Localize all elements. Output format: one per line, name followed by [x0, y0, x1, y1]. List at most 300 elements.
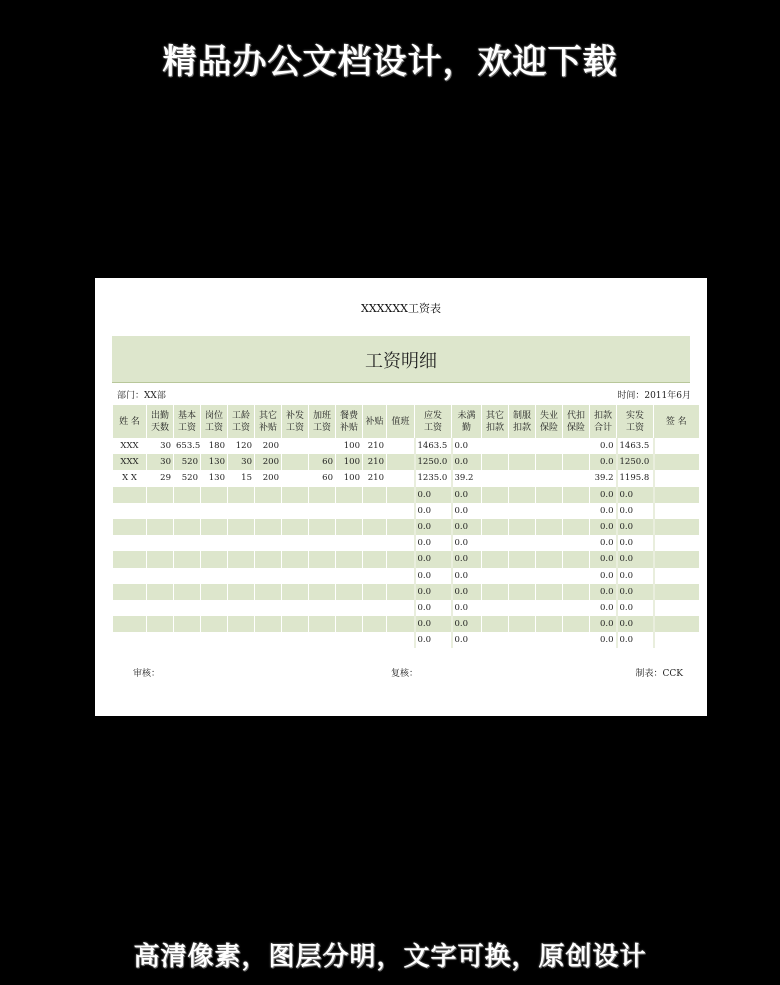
table-cell: 0.0	[590, 568, 617, 584]
table-cell	[174, 487, 201, 503]
table-cell	[255, 535, 282, 551]
table-row	[113, 632, 699, 648]
table-cell	[654, 438, 699, 454]
column-header-line: 应发	[423, 410, 442, 421]
table-cell	[482, 632, 509, 648]
table-cell: 1463.5	[415, 438, 452, 454]
table-row	[113, 470, 699, 486]
column-header-line: 其它	[485, 410, 504, 421]
column-header-line: 签 名	[665, 416, 687, 427]
column-header-line: 工资	[625, 422, 644, 433]
column-header	[147, 405, 174, 438]
table-cell	[228, 568, 255, 584]
table-cell: 0.0	[452, 568, 482, 584]
column-header	[255, 405, 282, 438]
table-cell	[282, 470, 309, 486]
table-cell: 0.0	[617, 487, 654, 503]
table-cell: 0.0	[617, 568, 654, 584]
table-cell	[113, 535, 147, 551]
table-cell	[509, 568, 536, 584]
table-cell: 130	[201, 470, 228, 486]
table-cell	[309, 503, 336, 519]
column-header	[387, 405, 415, 438]
column-header	[113, 405, 147, 438]
table-cell	[336, 600, 363, 616]
table-cell	[228, 503, 255, 519]
column-header	[228, 405, 255, 438]
table-cell: 0.0	[415, 519, 452, 535]
table-cell	[147, 616, 174, 632]
salary-table	[112, 405, 699, 648]
table-cell: 0.0	[590, 487, 617, 503]
table-cell: 210	[363, 454, 387, 470]
table-cell	[363, 503, 387, 519]
table-cell: 210	[363, 438, 387, 454]
table-cell: 0.0	[452, 551, 482, 567]
column-header-line: 失业	[539, 410, 558, 421]
table-cell	[509, 600, 536, 616]
table-cell	[536, 470, 563, 486]
column-header	[415, 405, 452, 438]
table-cell: 0.0	[590, 551, 617, 567]
department-label: 部门：XX部	[117, 391, 166, 401]
table-cell	[563, 503, 590, 519]
table-cell: 0.0	[617, 616, 654, 632]
table-cell	[363, 632, 387, 648]
column-header-line: 保险	[566, 422, 585, 433]
table-cell	[563, 438, 590, 454]
table-cell: 39.2	[452, 470, 482, 486]
table-cell	[482, 487, 509, 503]
table-cell: 30	[228, 454, 255, 470]
column-header-line: 工资	[423, 422, 442, 433]
table-cell: 30	[147, 438, 174, 454]
table-cell	[255, 519, 282, 535]
table-cell: 30	[147, 454, 174, 470]
column-header-line: 补贴	[365, 416, 384, 427]
table-cell	[654, 519, 699, 535]
table-cell: 0.0	[452, 438, 482, 454]
table-cell	[147, 551, 174, 567]
table-cell: 210	[363, 470, 387, 486]
table-cell	[654, 535, 699, 551]
table-cell: 0.0	[590, 632, 617, 648]
table-cell	[654, 503, 699, 519]
table-cell	[174, 551, 201, 567]
table-cell: 653.5	[174, 438, 201, 454]
table-cell	[113, 568, 147, 584]
table-cell	[147, 503, 174, 519]
table-row	[113, 568, 699, 584]
table-cell	[201, 503, 228, 519]
column-header	[482, 405, 509, 438]
table-cell	[509, 551, 536, 567]
column-header	[509, 405, 536, 438]
column-header-line: 合计	[593, 422, 612, 433]
table-cell	[174, 535, 201, 551]
column-header-line: 扣款	[485, 422, 504, 433]
table-cell	[509, 584, 536, 600]
table-cell: 0.0	[415, 503, 452, 519]
table-cell	[228, 616, 255, 632]
table-cell: 60	[309, 454, 336, 470]
table-cell	[174, 600, 201, 616]
column-header-line: 姓 名	[119, 416, 140, 427]
table-cell	[282, 584, 309, 600]
table-cell	[336, 568, 363, 584]
table-cell	[255, 584, 282, 600]
table-cell: 200	[255, 470, 282, 486]
table-cell	[336, 632, 363, 648]
table-cell: 0.0	[415, 600, 452, 616]
table-cell	[201, 616, 228, 632]
table-cell: 0.0	[617, 584, 654, 600]
table-cell	[363, 535, 387, 551]
table-cell	[282, 503, 309, 519]
table-cell: 0.0	[452, 632, 482, 648]
table-row	[113, 438, 699, 454]
table-cell: 0.0	[415, 568, 452, 584]
column-header-line: 值班	[391, 416, 410, 427]
table-cell	[654, 584, 699, 600]
table-cell	[113, 503, 147, 519]
table-cell	[282, 535, 309, 551]
table-cell	[201, 551, 228, 567]
table-cell	[174, 503, 201, 519]
table-cell	[336, 535, 363, 551]
table-cell	[654, 454, 699, 470]
table-cell	[113, 551, 147, 567]
table-cell: 1195.8	[617, 470, 654, 486]
table-cell	[228, 632, 255, 648]
table-cell	[336, 487, 363, 503]
table-cell	[509, 616, 536, 632]
table-cell	[387, 487, 415, 503]
table-cell	[201, 535, 228, 551]
table-cell: 15	[228, 470, 255, 486]
table-cell: 0.0	[415, 616, 452, 632]
table-cell	[228, 519, 255, 535]
table-cell	[563, 487, 590, 503]
table-cell	[563, 551, 590, 567]
audit-label: 审核：	[133, 669, 161, 679]
table-cell	[536, 584, 563, 600]
table-cell: 0.0	[590, 535, 617, 551]
column-header-line: 补贴	[258, 422, 277, 433]
table-cell	[363, 519, 387, 535]
table-cell	[536, 551, 563, 567]
table-cell	[482, 438, 509, 454]
column-header-line: 加班	[312, 410, 331, 421]
table-cell	[387, 551, 415, 567]
table-row	[113, 535, 699, 551]
table-cell	[201, 584, 228, 600]
table-cell	[654, 632, 699, 648]
table-cell	[228, 584, 255, 600]
column-header-line: 扣款	[512, 422, 531, 433]
table-cell	[482, 584, 509, 600]
column-header-line: 工资	[231, 422, 250, 433]
table-cell: 0.0	[590, 519, 617, 535]
column-header-line: 天数	[150, 422, 169, 433]
table-cell: 120	[228, 438, 255, 454]
table-cell	[309, 584, 336, 600]
table-cell: X X	[113, 470, 147, 486]
table-cell: 520	[174, 470, 201, 486]
table-cell: 520	[174, 454, 201, 470]
table-cell	[509, 535, 536, 551]
table-cell: 0.0	[617, 551, 654, 567]
table-row	[113, 584, 699, 600]
column-header-line: 基本	[177, 410, 196, 421]
table-cell	[387, 503, 415, 519]
table-cell	[536, 568, 563, 584]
table-cell	[201, 487, 228, 503]
maker-label: 制表：CCK	[635, 669, 683, 679]
table-cell: 130	[201, 454, 228, 470]
table-cell	[309, 616, 336, 632]
table-cell: 180	[201, 438, 228, 454]
column-header-line: 制服	[512, 410, 531, 421]
section-header-band	[112, 336, 690, 383]
table-cell	[282, 519, 309, 535]
table-cell	[363, 584, 387, 600]
table-cell	[113, 616, 147, 632]
table-cell	[363, 600, 387, 616]
table-row	[113, 616, 699, 632]
table-cell	[482, 503, 509, 519]
table-cell: 0.0	[415, 551, 452, 567]
table-cell	[387, 470, 415, 486]
table-cell	[509, 519, 536, 535]
table-cell	[309, 519, 336, 535]
table-cell: 200	[255, 454, 282, 470]
document-title: XXXXXX工资表	[361, 302, 441, 315]
table-cell	[563, 600, 590, 616]
table-cell: 39.2	[590, 470, 617, 486]
table-cell	[113, 632, 147, 648]
table-cell	[282, 551, 309, 567]
table-cell: 0.0	[452, 535, 482, 551]
table-cell	[228, 535, 255, 551]
table-cell	[255, 487, 282, 503]
table-cell	[336, 503, 363, 519]
table-cell: 0.0	[452, 616, 482, 632]
column-header	[452, 405, 482, 438]
table-cell: 0.0	[452, 519, 482, 535]
table-cell	[228, 600, 255, 616]
table-cell	[201, 519, 228, 535]
table-cell	[201, 632, 228, 648]
column-header-line: 工资	[285, 422, 304, 433]
table-cell	[174, 616, 201, 632]
table-cell	[282, 454, 309, 470]
table-cell: 0.0	[590, 584, 617, 600]
table-cell: 0.0	[590, 600, 617, 616]
column-header-line: 餐费	[339, 410, 358, 421]
table-cell	[654, 568, 699, 584]
table-cell	[482, 568, 509, 584]
table-cell	[255, 600, 282, 616]
table-cell: 0.0	[452, 600, 482, 616]
table-cell	[147, 535, 174, 551]
table-cell	[536, 616, 563, 632]
table-cell	[309, 551, 336, 567]
table-cell: 0.0	[617, 503, 654, 519]
table-cell	[336, 616, 363, 632]
table-cell	[509, 438, 536, 454]
table-cell: 0.0	[590, 438, 617, 454]
table-cell	[509, 632, 536, 648]
table-cell	[282, 487, 309, 503]
table-cell	[387, 616, 415, 632]
column-header	[563, 405, 590, 438]
table-cell	[482, 470, 509, 486]
column-header-line: 工龄	[231, 410, 250, 421]
table-cell: 0.0	[617, 519, 654, 535]
table-cell	[563, 568, 590, 584]
column-header-line: 工资	[312, 422, 331, 433]
table-cell	[509, 487, 536, 503]
table-cell: 100	[336, 438, 363, 454]
table-cell	[147, 519, 174, 535]
column-header-line: 岗位	[204, 410, 223, 421]
table-row	[113, 600, 699, 616]
table-cell	[282, 600, 309, 616]
column-header	[201, 405, 228, 438]
table-cell	[147, 632, 174, 648]
table-cell	[563, 470, 590, 486]
column-header-line: 工资	[204, 422, 223, 433]
table-cell	[309, 487, 336, 503]
column-header	[309, 405, 336, 438]
table-cell	[536, 438, 563, 454]
table-cell	[255, 632, 282, 648]
table-cell	[363, 551, 387, 567]
table-cell	[536, 503, 563, 519]
banner-top: 精品办公文档设计，欢迎下载	[162, 42, 618, 82]
table-row	[113, 551, 699, 567]
table-header-row	[113, 405, 699, 438]
table-cell	[255, 568, 282, 584]
table-cell	[282, 632, 309, 648]
table-cell	[482, 616, 509, 632]
column-header-line: 补贴	[339, 422, 358, 433]
column-header	[336, 405, 363, 438]
table-cell: 1235.0	[415, 470, 452, 486]
table-cell	[174, 519, 201, 535]
table-cell	[654, 487, 699, 503]
table-cell	[482, 535, 509, 551]
table-row	[113, 454, 699, 470]
table-row	[113, 519, 699, 535]
table-cell	[536, 535, 563, 551]
table-cell: 0.0	[617, 535, 654, 551]
table-cell	[147, 584, 174, 600]
table-cell: 0.0	[617, 632, 654, 648]
table-cell	[113, 487, 147, 503]
table-cell: 1250.0	[617, 454, 654, 470]
table-cell	[174, 632, 201, 648]
table-cell	[309, 438, 336, 454]
table-cell: XXX	[113, 438, 147, 454]
table-cell	[654, 470, 699, 486]
table-cell	[387, 519, 415, 535]
table-cell: 100	[336, 454, 363, 470]
table-cell: 0.0	[415, 632, 452, 648]
table-cell	[563, 454, 590, 470]
table-cell	[654, 616, 699, 632]
table-cell: 1250.0	[415, 454, 452, 470]
table-cell	[387, 600, 415, 616]
table-cell	[482, 551, 509, 567]
table-cell	[147, 600, 174, 616]
table-cell	[336, 584, 363, 600]
table-cell	[282, 616, 309, 632]
table-cell: 0.0	[452, 584, 482, 600]
salary-sheet	[95, 278, 707, 716]
column-header-line: 未满	[457, 410, 476, 421]
table-cell	[201, 568, 228, 584]
table-cell	[113, 584, 147, 600]
table-cell	[282, 568, 309, 584]
table-cell	[509, 454, 536, 470]
table-cell: 0.0	[452, 454, 482, 470]
table-cell: XXX	[113, 454, 147, 470]
table-cell: 0.0	[617, 600, 654, 616]
table-cell: 0.0	[415, 535, 452, 551]
table-cell: 29	[147, 470, 174, 486]
review-label: 复核：	[391, 669, 419, 679]
table-cell	[654, 600, 699, 616]
table-cell	[147, 487, 174, 503]
table-cell: 60	[309, 470, 336, 486]
table-cell	[654, 551, 699, 567]
table-cell	[147, 568, 174, 584]
table-cell	[201, 600, 228, 616]
column-header-line: 补发	[285, 410, 304, 421]
column-header-line: 出勤	[150, 410, 169, 421]
table-cell	[387, 535, 415, 551]
table-cell	[309, 568, 336, 584]
table-cell	[536, 519, 563, 535]
table-cell	[536, 487, 563, 503]
column-header-line: 勤	[461, 422, 471, 433]
table-cell	[113, 519, 147, 535]
table-cell: 100	[336, 470, 363, 486]
table-cell	[536, 600, 563, 616]
table-cell: 0.0	[452, 487, 482, 503]
table-cell	[387, 632, 415, 648]
table-cell	[255, 616, 282, 632]
column-header	[590, 405, 617, 438]
table-cell	[174, 584, 201, 600]
table-cell	[509, 470, 536, 486]
table-cell	[113, 600, 147, 616]
table-cell	[255, 503, 282, 519]
column-header-line: 保险	[539, 422, 558, 433]
table-cell	[309, 535, 336, 551]
table-cell	[536, 632, 563, 648]
table-cell: 0.0	[590, 503, 617, 519]
column-header-line: 工资	[177, 422, 196, 433]
column-header-line: 扣款	[593, 410, 612, 421]
table-cell	[363, 616, 387, 632]
table-cell	[563, 584, 590, 600]
table-cell	[336, 519, 363, 535]
table-cell	[509, 503, 536, 519]
table-cell	[174, 568, 201, 584]
